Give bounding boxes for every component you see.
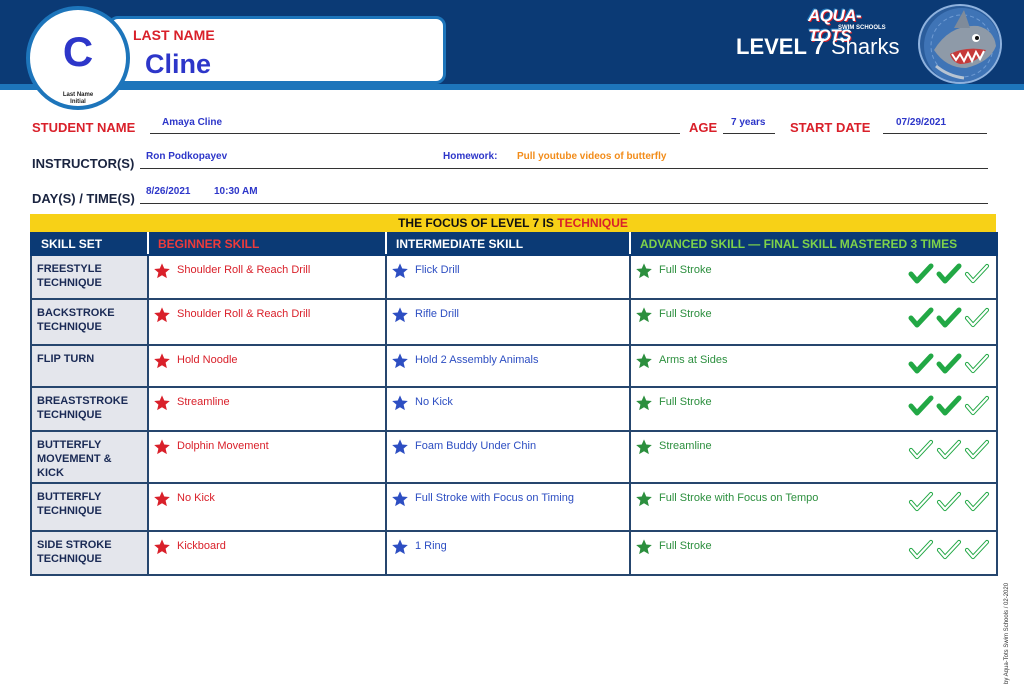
mastery-checks[interactable] (908, 306, 996, 332)
mastery-checks[interactable] (908, 538, 996, 564)
student-name-label: STUDENT NAME (32, 120, 136, 135)
green-star-icon (635, 440, 659, 459)
check-icon (908, 438, 934, 462)
mastery-checks[interactable] (908, 394, 996, 420)
intermediate-skill-cell: 1 Ring (386, 531, 630, 575)
start-date-label: START DATE (790, 120, 871, 135)
red-star-icon (153, 264, 177, 283)
blue-star-icon (391, 440, 415, 459)
day-value: 8/26/2021 (146, 186, 191, 197)
student-name-value: Amaya Cline (162, 117, 223, 128)
check-icon (936, 438, 962, 462)
intermediate-skill-cell: Flick Drill (386, 255, 630, 299)
advanced-skill-cell: Streamline (630, 431, 997, 483)
table-row (31, 483, 997, 531)
check-icon (908, 394, 934, 418)
check-icon (964, 490, 990, 514)
age-value: 7 years (731, 117, 766, 128)
intermediate-skill-cell: Hold 2 Assembly Animals (386, 345, 630, 387)
check-icon (908, 262, 934, 286)
check-icon (936, 352, 962, 376)
homework-value: Pull youtube videos of butterfly (517, 151, 667, 162)
header-skill-set: SKILL SET (31, 233, 148, 255)
brand-logo: AQUA-TOTS SWIM SCHOOLS (808, 6, 886, 45)
last-name-value: Cline (145, 49, 212, 79)
advanced-skill-cell: Arms at Sides (630, 345, 997, 387)
check-icon (964, 306, 990, 330)
beginner-skill-cell: No Kick (148, 483, 386, 531)
red-star-icon (153, 492, 177, 511)
skill-set-cell: BACKSTROKE TECHNIQUE (31, 299, 148, 345)
green-star-icon (635, 264, 659, 283)
blue-star-icon (391, 264, 415, 283)
beginner-skill-cell: Shoulder Roll & Reach Drill (148, 255, 386, 299)
last-name-label: LAST NAME (133, 27, 215, 43)
shark-mascot-icon (918, 4, 1002, 84)
advanced-skill-cell: Full Stroke (630, 299, 997, 345)
focus-banner: THE FOCUS OF LEVEL 7 IS TECHNIQUE (30, 214, 996, 232)
check-icon (908, 306, 934, 330)
instructor-value: Ron Podkopayev (146, 151, 228, 162)
skill-set-cell: SIDE STROKE TECHNIQUE (31, 531, 148, 575)
skills-table (30, 232, 998, 576)
red-star-icon (153, 308, 177, 327)
check-icon (936, 538, 962, 562)
check-icon (964, 538, 990, 562)
skill-set-cell: FLIP TURN (31, 345, 148, 387)
check-icon (908, 538, 934, 562)
blue-star-icon (391, 540, 415, 559)
mastery-checks[interactable] (908, 262, 996, 288)
skill-set-cell: BUTTERFLY MOVEMENT & KICK (31, 431, 148, 483)
table-row (31, 531, 997, 575)
advanced-skill-cell: Full Stroke with Focus on Tempo (630, 483, 997, 531)
check-icon (964, 394, 990, 418)
advanced-skill-cell: Full Stroke (630, 255, 997, 299)
last-name-box (108, 16, 446, 84)
check-icon (908, 352, 934, 376)
blue-star-icon (391, 396, 415, 415)
mastery-checks[interactable] (908, 490, 996, 516)
blue-star-icon (391, 492, 415, 511)
start-date-value: 07/29/2021 (896, 117, 947, 128)
green-star-icon (635, 492, 659, 511)
last-name-initial: C (62, 28, 94, 75)
red-star-icon (153, 396, 177, 415)
table-row (31, 431, 997, 483)
instructor-label: INSTRUCTOR(S) (32, 156, 135, 171)
intermediate-skill-cell: Foam Buddy Under Chin (386, 431, 630, 483)
check-icon (964, 262, 990, 286)
green-star-icon (635, 308, 659, 327)
check-icon (936, 490, 962, 514)
table-header-row (31, 233, 997, 255)
header-advanced: ADVANCED SKILL — FINAL SKILL MASTERED 3 TIMES (630, 233, 997, 255)
red-star-icon (153, 354, 177, 373)
beginner-skill-cell: Hold Noodle (148, 345, 386, 387)
last-name-initial-circle (26, 6, 130, 110)
skill-set-cell: BUTTERFLY TECHNIQUE (31, 483, 148, 531)
homework-label: Homework: (443, 151, 498, 162)
check-icon (936, 262, 962, 286)
green-star-icon (635, 540, 659, 559)
intermediate-skill-cell: No Kick (386, 387, 630, 431)
advanced-skill-cell: Full Stroke (630, 531, 997, 575)
green-star-icon (635, 396, 659, 415)
table-row (31, 345, 997, 387)
beginner-skill-cell: Streamline (148, 387, 386, 431)
skill-set-cell: FREESTYLE TECHNIQUE (31, 255, 148, 299)
mastery-checks[interactable] (908, 438, 996, 464)
intermediate-skill-cell: Full Stroke with Focus on Timing (386, 483, 630, 531)
header-stripe (0, 84, 1024, 90)
start-date-line (883, 133, 987, 134)
student-name-line (150, 133, 680, 134)
skill-set-cell: BREASTSTROKE TECHNIQUE (31, 387, 148, 431)
check-icon (964, 438, 990, 462)
table-row (31, 255, 997, 299)
header-beginner: BEGINNER SKILL (148, 233, 386, 255)
green-star-icon (635, 354, 659, 373)
blue-star-icon (391, 308, 415, 327)
footer-credit: by Aqua-Tots Swim Schools / 02-2020 (1004, 582, 1010, 684)
red-star-icon (153, 540, 177, 559)
check-icon (936, 306, 962, 330)
blue-star-icon (391, 354, 415, 373)
day-time-line (140, 203, 988, 204)
check-icon (936, 394, 962, 418)
check-icon (908, 490, 934, 514)
level-title: LEVEL 7 Sharks (736, 34, 900, 59)
time-value: 10:30 AM (214, 186, 258, 197)
age-label: AGE (689, 120, 718, 135)
red-star-icon (153, 440, 177, 459)
table-row (31, 299, 997, 345)
mastery-checks[interactable] (908, 352, 996, 378)
beginner-skill-cell: Kickboard (148, 531, 386, 575)
day-time-label: DAY(S) / TIME(S) (32, 191, 135, 206)
initial-caption: Last Name Initial (62, 92, 94, 105)
beginner-skill-cell: Dolphin Movement (148, 431, 386, 483)
intermediate-skill-cell: Rifle Drill (386, 299, 630, 345)
table-row (31, 387, 997, 431)
header-intermediate: INTERMEDIATE SKILL (386, 233, 630, 255)
check-icon (964, 352, 990, 376)
advanced-skill-cell: Full Stroke (630, 387, 997, 431)
beginner-skill-cell: Shoulder Roll & Reach Drill (148, 299, 386, 345)
age-line (723, 133, 775, 134)
instructor-line (140, 168, 988, 169)
